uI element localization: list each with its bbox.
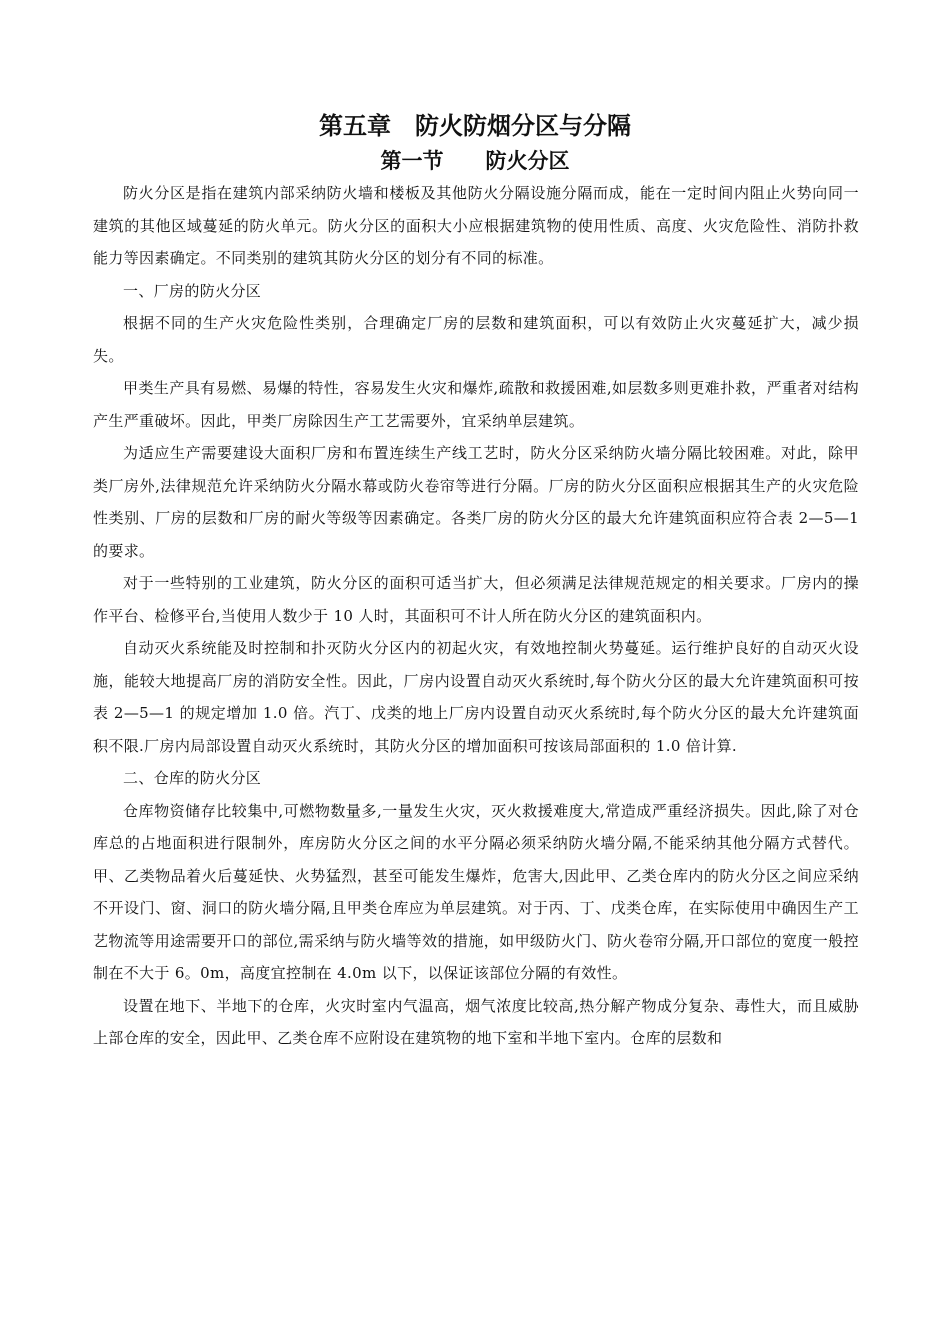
paragraph: 设置在地下、半地下的仓库，火灾时室内气温高，烟气浓度比较高,热分解产物成分复杂、毒性大，而且威胁上部仓库的安全，因此甲、乙类仓库不应附设在建筑物的地下室和半地下室内。仓库的层数和 [93, 996, 859, 1047]
paragraph: 为适应生产需要建设大面积厂房和布置连续生产线工艺时，防火分区采纳防火墙分隔比较困难。对此，除甲类厂房外,法律规范允许采纳防火分隔水幕或防火卷帘等进行分隔。厂房的防火分区面积应根据其生产的火灾危险性类别、厂房的层数和厂房的耐火等级等因素确定。各类厂房的防火分区的最大允许建筑面积应符合表 2—5—1 的要求。 [93, 444, 859, 560]
paragraph: 甲类生产具有易燃、易爆的特性，容易发生火灾和爆炸,疏散和救援困难,如层数多则更难扑救，严重者对结构产生严重破坏。因此，甲类厂房除因生产工艺需要外，宜采纳单层建筑。 [93, 379, 859, 430]
document-body [93, 177, 859, 1055]
paragraph: 自动灭火系统能及时控制和扑灭防火分区内的初起火灾，有效地控制火势蔓延。运行维护良好的自动灭火设施，能较大地提高厂房的消防安全性。因此，厂房内设置自动灭火系统时,每个防火分区的最大允许建筑面积可按表 2—5—1 的规定增加 1.0 倍。汽丁、戊类的地上厂房内设置自动灭火系统时,每个防火分区的最大允许建筑面积不限.厂房内局部设置自动灭火系统时，其防火分区的增加面积可按该局部面积的 1.0 倍计算. [93, 639, 859, 755]
paragraph: 仓库物资储存比较集中,可燃物数量多,一量发生火灾，灭火救援难度大,常造成严重经济损失。因此,除了对仓库总的占地面积进行限制外，库房防火分区之间的水平分隔必须采纳防火墙分隔,不能采纳其他分隔方式替代。甲、乙类物品着火后蔓延快、火势猛烈，甚至可能发生爆炸，危害大,因此甲、乙类仓库内的防火分区之间应采纳不开设门、窗、洞口的防火墙分隔,且甲类仓库应为单层建筑。对于丙、丁、戊类仓库，在实际使用中确因生产工艺物流等用途需要开口的部位,需采纳与防火墙等效的措施，如甲级防火门、防火卷帘分隔,开口部位的宽度一般控制在不大于 6。0m，高度宜控制在 4.0m 以下，以保证该部位分隔的有效性。 [93, 801, 859, 982]
section-title: 第一节 防火分区 [380, 148, 570, 173]
paragraph: 对于一些特别的工业建筑，防火分区的面积可适当扩大，但必须满足法律规范规定的相关要求。厂房内的操作平台、检修平台,当使用人数少于 10 人时，其面积可不计人所在防火分区的建筑面积内。 [93, 574, 859, 625]
chapter-title: 第五章 防火防烟分区与分隔 [319, 111, 631, 140]
subheading-factory: 一、厂房的防火分区 [123, 281, 262, 300]
paragraph: 防火分区是指在建筑内部采纳防火墙和楼板及其他防火分隔设施分隔而成，能在一定时间内阻止火势向同一建筑的其他区域蔓延的防火单元。防火分区的面积大小应根据建筑物的使用性质、高度、火灾危险性、消防扑救能力等因素确定。不同类别的建筑其防火分区的划分有不同的标准。 [93, 184, 859, 267]
subheading-warehouse: 二、仓库的防火分区 [123, 769, 262, 787]
paragraph: 根据不同的生产火灾危险性类别，合理确定厂房的层数和建筑面积，可以有效防止火灾蔓延扩大，减少损失。 [93, 314, 859, 365]
